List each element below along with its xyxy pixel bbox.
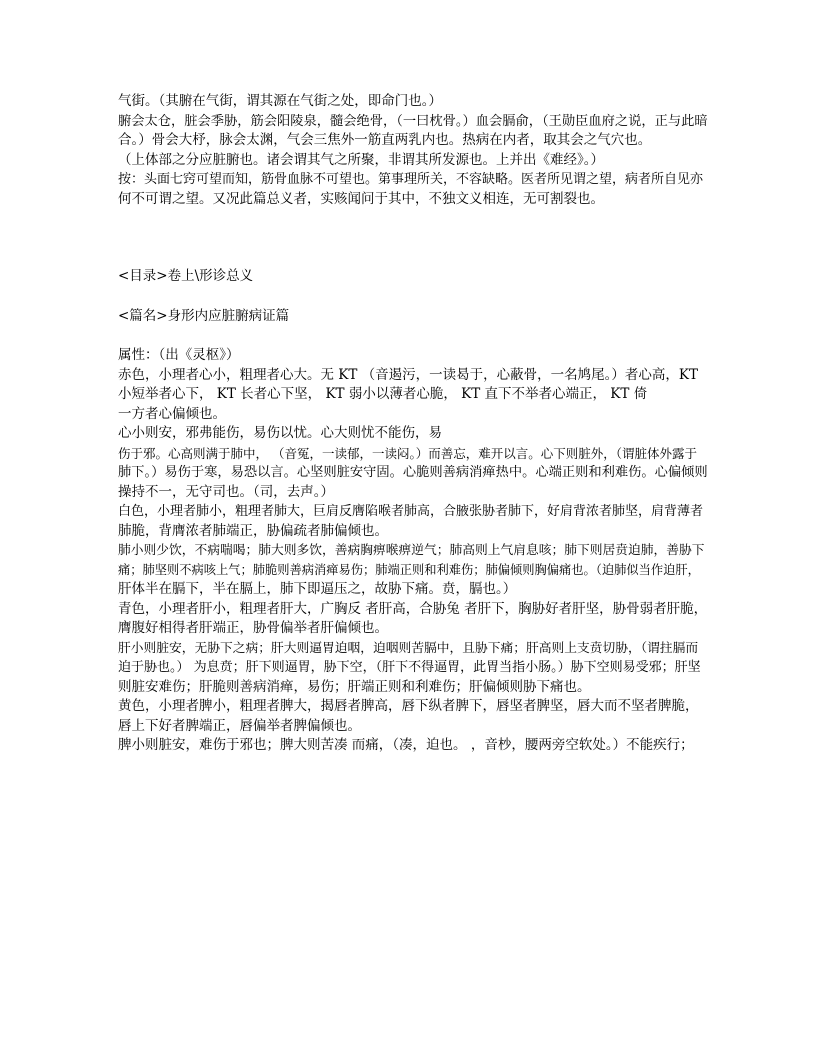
text-line: 黄色，小理者脾小，粗理者脾大，揭唇者脾高，唇下纵者脾下，唇坚者脾坚，唇大而不坚者脾脆，	[118, 698, 699, 714]
text-line: 赤色，小理者心小，粗理者心大。无 KT （音遏污，一读曷于，心蔽骨，一名鸠尾。）者心高，KT	[118, 366, 699, 383]
text-line: 则脏安难伤；肝脆则善病消瘅，易伤；肝端正则和利难伤；肝偏倾则胁下痛也。	[118, 678, 591, 695]
text-line: 一方者心偏倾也。	[118, 405, 226, 422]
section-body	[118, 346, 708, 756]
text-line: 肝小则脏安，无胁下之病；肝大则逼胃迫咽，迫咽则苦膈中，且胁下痛；肝高则上支贲切胁，（谓拄膈而	[118, 640, 699, 656]
text-line: 痛；肺坚则不病咳上气；肺脆则善病消瘅易伤；肺端正则和利难伤；肺偏倾则胸偏痛也。（迫肺似当作迫肝，	[118, 562, 700, 577]
text-line: 心小则安，邪弗能伤，易伤以忧。心大则忧不能伤，易	[118, 425, 442, 441]
text-line: 肺脆，背膺浓者肺端正，胁偏疏者肺偏倾也。	[118, 522, 388, 539]
text-line: 膺腹好相得者肝端正，胁骨偏举者肝偏倾也。	[118, 620, 388, 636]
text-line: 属性：（出《灵枢》）	[118, 347, 240, 363]
text-line: 气街。（其腑在气街，谓其源在气街之处，即命门也。）	[118, 93, 442, 109]
text-line: 操持不一，无守司也。（司，去声。）	[118, 483, 334, 500]
text-line: 青色，小理者肝小，粗理者肝大，广胸反 者肝高，合胁兔 者肝下，胸胁好者肝坚，胁骨弱者肝脆，	[118, 600, 708, 617]
text-line: 脾小则脏安，难伤于邪也；脾大则苦凑 而痛，（凑，迫也。 ，音杪，腰两旁空软处。）不能疾行；	[118, 737, 694, 753]
text-line: 小短举者心下， KT 长者心下坚， KT 弱小以薄者心脆， KT 直下不举者心端正， KT 倚	[118, 386, 648, 402]
text-line: 按：头面七窍可望而知，筋骨血脉不可望也。第事理所关，不容缺略。医者所见谓之望，病者所自见亦	[118, 172, 704, 187]
section-continuation	[118, 92, 708, 209]
text-line: 肺小则少饮，不病喘喝；肺大则多饮，善病胸痹喉痹逆气；肺高则上气肩息咳；肺下则居贲迫肺，善胁下	[118, 543, 705, 558]
document-page	[118, 92, 708, 756]
text-line: 肺下。）易伤于寒，易恐以言。心坚则脏安守固。心脆则善病消瘅热中。心端正则和利难伤。心偏倾则	[118, 465, 708, 480]
catalog-heading: <目录>卷上\形诊总义	[118, 268, 254, 284]
text-line: （上体部之分应脏腑也。诸会谓其气之所聚，非谓其所发源也。上并出《难经》。）	[118, 151, 604, 168]
text-line: 合。）骨会大杼，脉会太渊，气会三焦外一筋直两乳内也。热病在内者，取其会之气穴也。	[118, 132, 652, 148]
text-line: 唇上下好者脾端正，唇偏举者脾偏倾也。	[118, 717, 361, 734]
text-line: 伤于邪。心高则满于肺中， （音冤，一读郁，一读闷。）而善忘，难开以言。心下则脏外，（谓脏体外露于	[118, 445, 697, 461]
text-line: 白色，小理者肺小，粗理者肺大，巨肩反膺陷喉者肺高，合腋张胁者肺下，好肩背浓者肺坚，肩背薄者	[118, 504, 704, 519]
text-line: 何不可谓之望。又况此篇总义者，实赅闻问于其中，不独文义相连，无可割裂也。	[118, 190, 604, 207]
text-line: 腑会太仓，脏会季胁，筋会阳陵泉，髓会绝骨，（一曰枕骨。）血会膈俞，（王勋臣血府之说，正与此暗	[118, 113, 708, 129]
text-line: 肝体半在膈下，半在膈上，肺下即逼压之，故胁下痛。贲，膈也。）	[118, 581, 517, 597]
chapter-heading: <篇名>身形内应脏腑病证篇	[118, 307, 290, 324]
text-line: 迫于胁也。） 为息贲；肝下则逼胃，胁下空，（肝下不得逼胃，此胃当指小肠。）胁下空则易受邪；肝坚	[118, 660, 701, 675]
